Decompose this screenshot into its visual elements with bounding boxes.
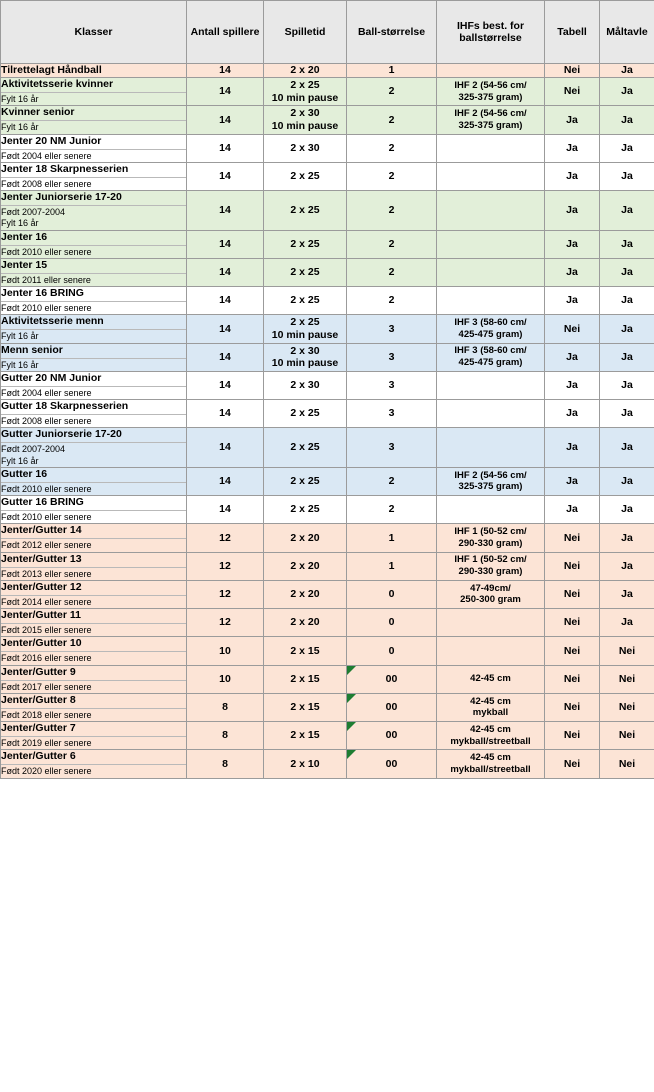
cell-ballstorrelse: 00 <box>347 722 437 750</box>
table-row <box>1 609 654 637</box>
cell-antall-spillere: 12 <box>187 552 264 580</box>
cell-tabell: Ja <box>545 400 600 428</box>
klasse-title: Gutter 18 Skarpnesserien <box>1 400 129 412</box>
cell-tabell: Ja <box>545 496 600 524</box>
cell-maltavle: Ja <box>600 162 654 190</box>
cell-antall-spillere: 14 <box>187 162 264 190</box>
column-header-spilletid: Spilletid <box>264 1 347 64</box>
klasse-subtitle: Født 2007-2004 <box>1 205 186 218</box>
cell-ballstorrelse: 3 <box>347 371 437 399</box>
table-row <box>1 258 654 286</box>
cell-tabell: Nei <box>545 722 600 750</box>
cell-maltavle: Nei <box>600 637 654 665</box>
cell-klasse <box>1 750 187 778</box>
cell-maltavle: Ja <box>600 609 654 637</box>
cell-spilletid: 2 x 25 10 min pause <box>264 78 347 106</box>
cell-spilletid: 2 x 10 <box>264 750 347 778</box>
cell-ihf-ballstorrelse: IHF 3 (58-60 cm/ 425-475 gram) <box>437 315 545 343</box>
cell-spilletid: 2 x 20 <box>264 580 347 608</box>
cell-klasse <box>1 637 187 665</box>
cell-ballstorrelse: 2 <box>347 230 437 258</box>
cell-antall-spillere: 14 <box>187 371 264 399</box>
cell-maltavle: Nei <box>600 750 654 778</box>
cell-klasse <box>1 230 187 258</box>
klasse-title: Jenter 20 NM Junior <box>1 134 102 147</box>
cell-ballstorrelse: 2 <box>347 134 437 162</box>
cell-antall-spillere: 14 <box>187 315 264 343</box>
cell-spilletid: 2 x 25 <box>264 428 347 468</box>
cell-ballstorrelse: 0 <box>347 637 437 665</box>
cell-spilletid: 2 x 30 10 min pause <box>264 343 347 371</box>
klasse-title: Jenter/Gutter 12 <box>1 580 82 593</box>
cell-ballstorrelse: 2 <box>347 467 437 495</box>
cell-ihf-ballstorrelse <box>437 191 545 231</box>
klasse-subtitle: Fylt 16 år <box>1 92 186 105</box>
cell-klasse <box>1 496 187 524</box>
cell-antall-spillere: 14 <box>187 230 264 258</box>
cell-maltavle: Ja <box>600 524 654 552</box>
cell-maltavle: Nei <box>600 665 654 693</box>
cell-tabell: Nei <box>545 665 600 693</box>
cell-tabell: Nei <box>545 693 600 721</box>
table-row <box>1 106 654 134</box>
cell-ihf-ballstorrelse: IHF 2 (54-56 cm/ 325-375 gram) <box>437 467 545 495</box>
klasse-title: Gutter Juniorserie 17-20 <box>1 428 122 441</box>
cell-tabell: Ja <box>545 428 600 468</box>
table-row <box>1 78 654 106</box>
cell-ballstorrelse: 0 <box>347 580 437 608</box>
cell-tabell: Ja <box>545 106 600 134</box>
cell-ihf-ballstorrelse <box>437 428 545 468</box>
cell-klasse <box>1 524 187 552</box>
cell-tabell: Ja <box>545 230 600 258</box>
cell-ballstorrelse: 3 <box>347 400 437 428</box>
klasse-title: Gutter 20 NM Junior <box>1 371 102 384</box>
cell-klasse <box>1 400 187 428</box>
cell-ballstorrelse: 2 <box>347 78 437 106</box>
cell-antall-spillere: 14 <box>187 467 264 495</box>
cell-tabell: Nei <box>545 524 600 552</box>
cell-klasse <box>1 287 187 315</box>
klasse-title: Jenter/Gutter 11 <box>1 609 81 621</box>
cell-spilletid: 2 x 30 <box>264 371 347 399</box>
cell-ihf-ballstorrelse <box>437 230 545 258</box>
cell-antall-spillere: 10 <box>187 637 264 665</box>
table-row <box>1 722 654 750</box>
cell-maltavle: Ja <box>600 400 654 428</box>
klasse-title: Jenter 15 <box>1 258 48 271</box>
klasse-subtitle-2: Fylt 16 år <box>1 218 39 229</box>
cell-tabell: Nei <box>545 750 600 778</box>
cell-ihf-ballstorrelse <box>437 64 545 78</box>
cell-tabell: Ja <box>545 258 600 286</box>
cell-ballstorrelse: 2 <box>347 287 437 315</box>
table-row <box>1 162 654 190</box>
klasse-subtitle: Født 2010 eller senere <box>1 245 186 258</box>
klasse-title: Aktivitetsserie kvinner <box>1 78 114 90</box>
klasse-title: Jenter 18 Skarpnesserien <box>1 162 129 175</box>
klasse-subtitle: Født 2008 eller senere <box>1 177 186 190</box>
cell-ihf-ballstorrelse <box>437 609 545 637</box>
cell-spilletid: 2 x 25 <box>264 258 347 286</box>
klasse-title: Jenter/Gutter 13 <box>1 552 82 565</box>
column-header-tabell: Tabell <box>545 1 600 64</box>
klasse-title: Menn senior <box>1 343 63 356</box>
cell-klasse <box>1 162 187 190</box>
cell-ihf-ballstorrelse: IHF 2 (54-56 cm/ 325-375 gram) <box>437 106 545 134</box>
cell-ihf-ballstorrelse <box>437 162 545 190</box>
table-row <box>1 467 654 495</box>
cell-antall-spillere: 12 <box>187 609 264 637</box>
cell-klasse <box>1 78 187 106</box>
klasse-title: Jenter/Gutter 14 <box>1 524 82 537</box>
klasse-title: Jenter/Gutter 10 <box>1 637 82 650</box>
table-row <box>1 134 654 162</box>
cell-ballstorrelse: 00 <box>347 693 437 721</box>
cell-spilletid: 2 x 30 <box>264 134 347 162</box>
cell-klasse <box>1 371 187 399</box>
klasse-subtitle: Født 2017 eller senere <box>1 680 186 693</box>
cell-antall-spillere: 8 <box>187 693 264 721</box>
cell-antall-spillere: 14 <box>187 428 264 468</box>
cell-spilletid: 2 x 25 <box>264 162 347 190</box>
klasse-subtitle: Født 2011 eller senere <box>1 273 186 286</box>
column-header-maltavle: Måltavle <box>600 1 654 64</box>
cell-ihf-ballstorrelse: IHF 1 (50-52 cm/ 290-330 gram) <box>437 524 545 552</box>
table-row <box>1 287 654 315</box>
cell-klasse <box>1 722 187 750</box>
cell-ballstorrelse: 2 <box>347 496 437 524</box>
cell-ihf-ballstorrelse: IHF 2 (54-56 cm/ 325-375 gram) <box>437 78 545 106</box>
cell-spilletid: 2 x 15 <box>264 665 347 693</box>
cell-ihf-ballstorrelse: 42-45 cm <box>437 665 545 693</box>
cell-tabell: Nei <box>545 609 600 637</box>
cell-ihf-ballstorrelse: 47-49cm/ 250-300 gram <box>437 580 545 608</box>
cell-spilletid: 2 x 25 10 min pause <box>264 315 347 343</box>
cell-klasse <box>1 191 187 231</box>
cell-tabell: Nei <box>545 552 600 580</box>
cell-ballstorrelse: 1 <box>347 64 437 78</box>
table-header <box>1 1 654 64</box>
cell-klasse <box>1 467 187 495</box>
cell-ihf-ballstorrelse: 42-45 cm mykball/streetball <box>437 750 545 778</box>
cell-spilletid: 2 x 25 <box>264 467 347 495</box>
table-row <box>1 191 654 231</box>
klasse-title: Jenter Juniorserie 17-20 <box>1 191 122 203</box>
table-row <box>1 428 654 468</box>
cell-antall-spillere: 12 <box>187 580 264 608</box>
cell-ballstorrelse: 3 <box>347 315 437 343</box>
cell-ballstorrelse: 2 <box>347 191 437 231</box>
cell-klasse <box>1 580 187 608</box>
table-row <box>1 750 654 778</box>
cell-spilletid: 2 x 20 <box>264 609 347 637</box>
cell-tabell: Nei <box>545 78 600 106</box>
cell-ballstorrelse: 3 <box>347 343 437 371</box>
cell-klasse <box>1 609 187 637</box>
klasse-subtitle: Født 2020 eller senere <box>1 764 186 777</box>
column-header-klasser: Klasser <box>1 1 187 64</box>
klasse-subtitle: Født 2007-2004 <box>1 442 186 455</box>
cell-maltavle: Ja <box>600 106 654 134</box>
cell-tabell: Ja <box>545 134 600 162</box>
cell-ballstorrelse: 3 <box>347 428 437 468</box>
cell-antall-spillere: 10 <box>187 665 264 693</box>
klasse-subtitle: Født 2010 eller senere <box>1 301 186 314</box>
cell-spilletid: 2 x 25 <box>264 496 347 524</box>
cell-antall-spillere: 14 <box>187 258 264 286</box>
klasse-title: Gutter 16 BRING <box>1 496 84 508</box>
cell-ihf-ballstorrelse <box>437 637 545 665</box>
cell-klasse <box>1 552 187 580</box>
cell-tabell: Ja <box>545 162 600 190</box>
table-row <box>1 496 654 524</box>
cell-tabell: Nei <box>545 637 600 665</box>
cell-ballstorrelse: 1 <box>347 552 437 580</box>
cell-maltavle: Ja <box>600 428 654 468</box>
table-row <box>1 524 654 552</box>
klasse-title: Jenter/Gutter 8 <box>1 693 76 706</box>
header-row <box>1 1 654 64</box>
klasse-title: Gutter 16 <box>1 467 48 480</box>
cell-spilletid: 2 x 20 <box>264 524 347 552</box>
cell-ihf-ballstorrelse: IHF 1 (50-52 cm/ 290-330 gram) <box>437 552 545 580</box>
cell-antall-spillere: 14 <box>187 134 264 162</box>
table-row <box>1 315 654 343</box>
cell-maltavle: Ja <box>600 258 654 286</box>
cell-ballstorrelse: 00 <box>347 665 437 693</box>
cell-tabell: Nei <box>545 64 600 78</box>
cell-maltavle: Ja <box>600 230 654 258</box>
klasse-subtitle: Født 2019 eller senere <box>1 736 186 749</box>
cell-klasse <box>1 134 187 162</box>
klasse-title: Jenter 16 <box>1 230 48 243</box>
column-header-ihf-best: IHFs best. for ballstørrelse <box>437 1 545 64</box>
cell-ballstorrelse: 0 <box>347 609 437 637</box>
table-body <box>1 64 654 779</box>
cell-antall-spillere: 14 <box>187 64 264 78</box>
cell-antall-spillere: 14 <box>187 191 264 231</box>
klasse-subtitle: Født 2018 eller senere <box>1 708 186 721</box>
cell-maltavle: Ja <box>600 315 654 343</box>
cell-maltavle: Ja <box>600 467 654 495</box>
cell-antall-spillere: 14 <box>187 343 264 371</box>
cell-maltavle: Ja <box>600 191 654 231</box>
cell-spilletid: 2 x 15 <box>264 722 347 750</box>
cell-antall-spillere: 14 <box>187 106 264 134</box>
cell-ihf-ballstorrelse: 42-45 cm mykball <box>437 693 545 721</box>
table-row <box>1 343 654 371</box>
klasse-subtitle: Fylt 16 år <box>1 329 186 342</box>
cell-ihf-ballstorrelse <box>437 134 545 162</box>
cell-spilletid: 2 x 25 <box>264 191 347 231</box>
cell-spilletid: 2 x 25 <box>264 287 347 315</box>
klasse-subtitle: Født 2004 eller senere <box>1 386 186 399</box>
cell-maltavle: Ja <box>600 371 654 399</box>
cell-antall-spillere: 8 <box>187 722 264 750</box>
cell-klasse <box>1 258 187 286</box>
klasse-subtitle: Født 2010 eller senere <box>1 510 186 523</box>
cell-antall-spillere: 14 <box>187 400 264 428</box>
cell-tabell: Ja <box>545 191 600 231</box>
column-header-antall-spillere: Antall spillere <box>187 1 264 64</box>
cell-tabell: Ja <box>545 287 600 315</box>
klasse-subtitle: Født 2010 eller senere <box>1 482 186 495</box>
cell-maltavle: Ja <box>600 287 654 315</box>
cell-maltavle: Nei <box>600 693 654 721</box>
klasse-subtitle: Fylt 16 år <box>1 120 186 133</box>
cell-ihf-ballstorrelse: IHF 3 (58-60 cm/ 425-475 gram) <box>437 343 545 371</box>
cell-maltavle: Ja <box>600 580 654 608</box>
cell-spilletid: 2 x 15 <box>264 637 347 665</box>
cell-spilletid: 2 x 30 10 min pause <box>264 106 347 134</box>
table-row <box>1 400 654 428</box>
table-row <box>1 230 654 258</box>
cell-antall-spillere: 14 <box>187 78 264 106</box>
cell-ballstorrelse: 2 <box>347 106 437 134</box>
table-row <box>1 693 654 721</box>
klasse-title: Jenter/Gutter 6 <box>1 750 76 763</box>
cell-maltavle: Ja <box>600 496 654 524</box>
klasse-title: Aktivitetsserie menn <box>1 315 104 328</box>
cell-ihf-ballstorrelse <box>437 287 545 315</box>
cell-ihf-ballstorrelse <box>437 400 545 428</box>
cell-tabell: Nei <box>545 315 600 343</box>
cell-ihf-ballstorrelse <box>437 371 545 399</box>
klasse-subtitle: Født 2014 eller senere <box>1 595 186 608</box>
cell-klasse <box>1 315 187 343</box>
cell-maltavle: Ja <box>600 552 654 580</box>
klasse-title: Kvinner senior <box>1 106 75 119</box>
table-row <box>1 665 654 693</box>
klasse-title: Tilrettelagt Håndball <box>1 64 102 76</box>
klasse-title: Jenter 16 BRING <box>1 287 84 299</box>
cell-spilletid: 2 x 25 <box>264 400 347 428</box>
cell-maltavle: Nei <box>600 722 654 750</box>
cell-antall-spillere: 14 <box>187 287 264 315</box>
cell-antall-spillere: 12 <box>187 524 264 552</box>
cell-klasse <box>1 665 187 693</box>
cell-ballstorrelse: 1 <box>347 524 437 552</box>
table-row <box>1 64 654 78</box>
cell-klasse <box>1 106 187 134</box>
klasse-subtitle-2: Fylt 16 år <box>1 455 39 466</box>
cell-tabell: Ja <box>545 371 600 399</box>
cell-tabell: Nei <box>545 580 600 608</box>
cell-ballstorrelse: 2 <box>347 258 437 286</box>
table-row <box>1 580 654 608</box>
cell-antall-spillere: 14 <box>187 496 264 524</box>
cell-ballstorrelse: 00 <box>347 750 437 778</box>
klasse-subtitle: Fylt 16 år <box>1 358 186 371</box>
cell-klasse <box>1 693 187 721</box>
cell-ihf-ballstorrelse <box>437 496 545 524</box>
table-row <box>1 552 654 580</box>
table-row <box>1 637 654 665</box>
klasse-subtitle: Født 2013 eller senere <box>1 567 186 580</box>
klasse-title: Jenter/Gutter 7 <box>1 722 76 734</box>
cell-spilletid: 2 x 15 <box>264 693 347 721</box>
cell-maltavle: Ja <box>600 78 654 106</box>
klasse-subtitle: Født 2004 eller senere <box>1 149 186 162</box>
klasse-subtitle: Født 2016 eller senere <box>1 651 186 664</box>
cell-antall-spillere: 8 <box>187 750 264 778</box>
column-header-ballstorrelse: Ball-størrelse <box>347 1 437 64</box>
klasse-subtitle: Født 2008 eller senere <box>1 414 186 427</box>
cell-ballstorrelse: 2 <box>347 162 437 190</box>
cell-maltavle: Ja <box>600 343 654 371</box>
cell-klasse <box>1 428 187 468</box>
cell-spilletid: 2 x 20 <box>264 552 347 580</box>
cell-ihf-ballstorrelse: 42-45 cm mykball/streetball <box>437 722 545 750</box>
cell-maltavle: Ja <box>600 64 654 78</box>
cell-spilletid: 2 x 20 <box>264 64 347 78</box>
cell-tabell: Ja <box>545 343 600 371</box>
table-row <box>1 371 654 399</box>
cell-maltavle: Ja <box>600 134 654 162</box>
cell-ihf-ballstorrelse <box>437 258 545 286</box>
cell-tabell: Ja <box>545 467 600 495</box>
klasse-title: Jenter/Gutter 9 <box>1 665 76 678</box>
cell-spilletid: 2 x 25 <box>264 230 347 258</box>
klasse-subtitle: Født 2015 eller senere <box>1 623 186 636</box>
cell-klasse <box>1 64 187 78</box>
klasse-subtitle: Født 2012 eller senere <box>1 538 186 551</box>
cell-klasse <box>1 343 187 371</box>
